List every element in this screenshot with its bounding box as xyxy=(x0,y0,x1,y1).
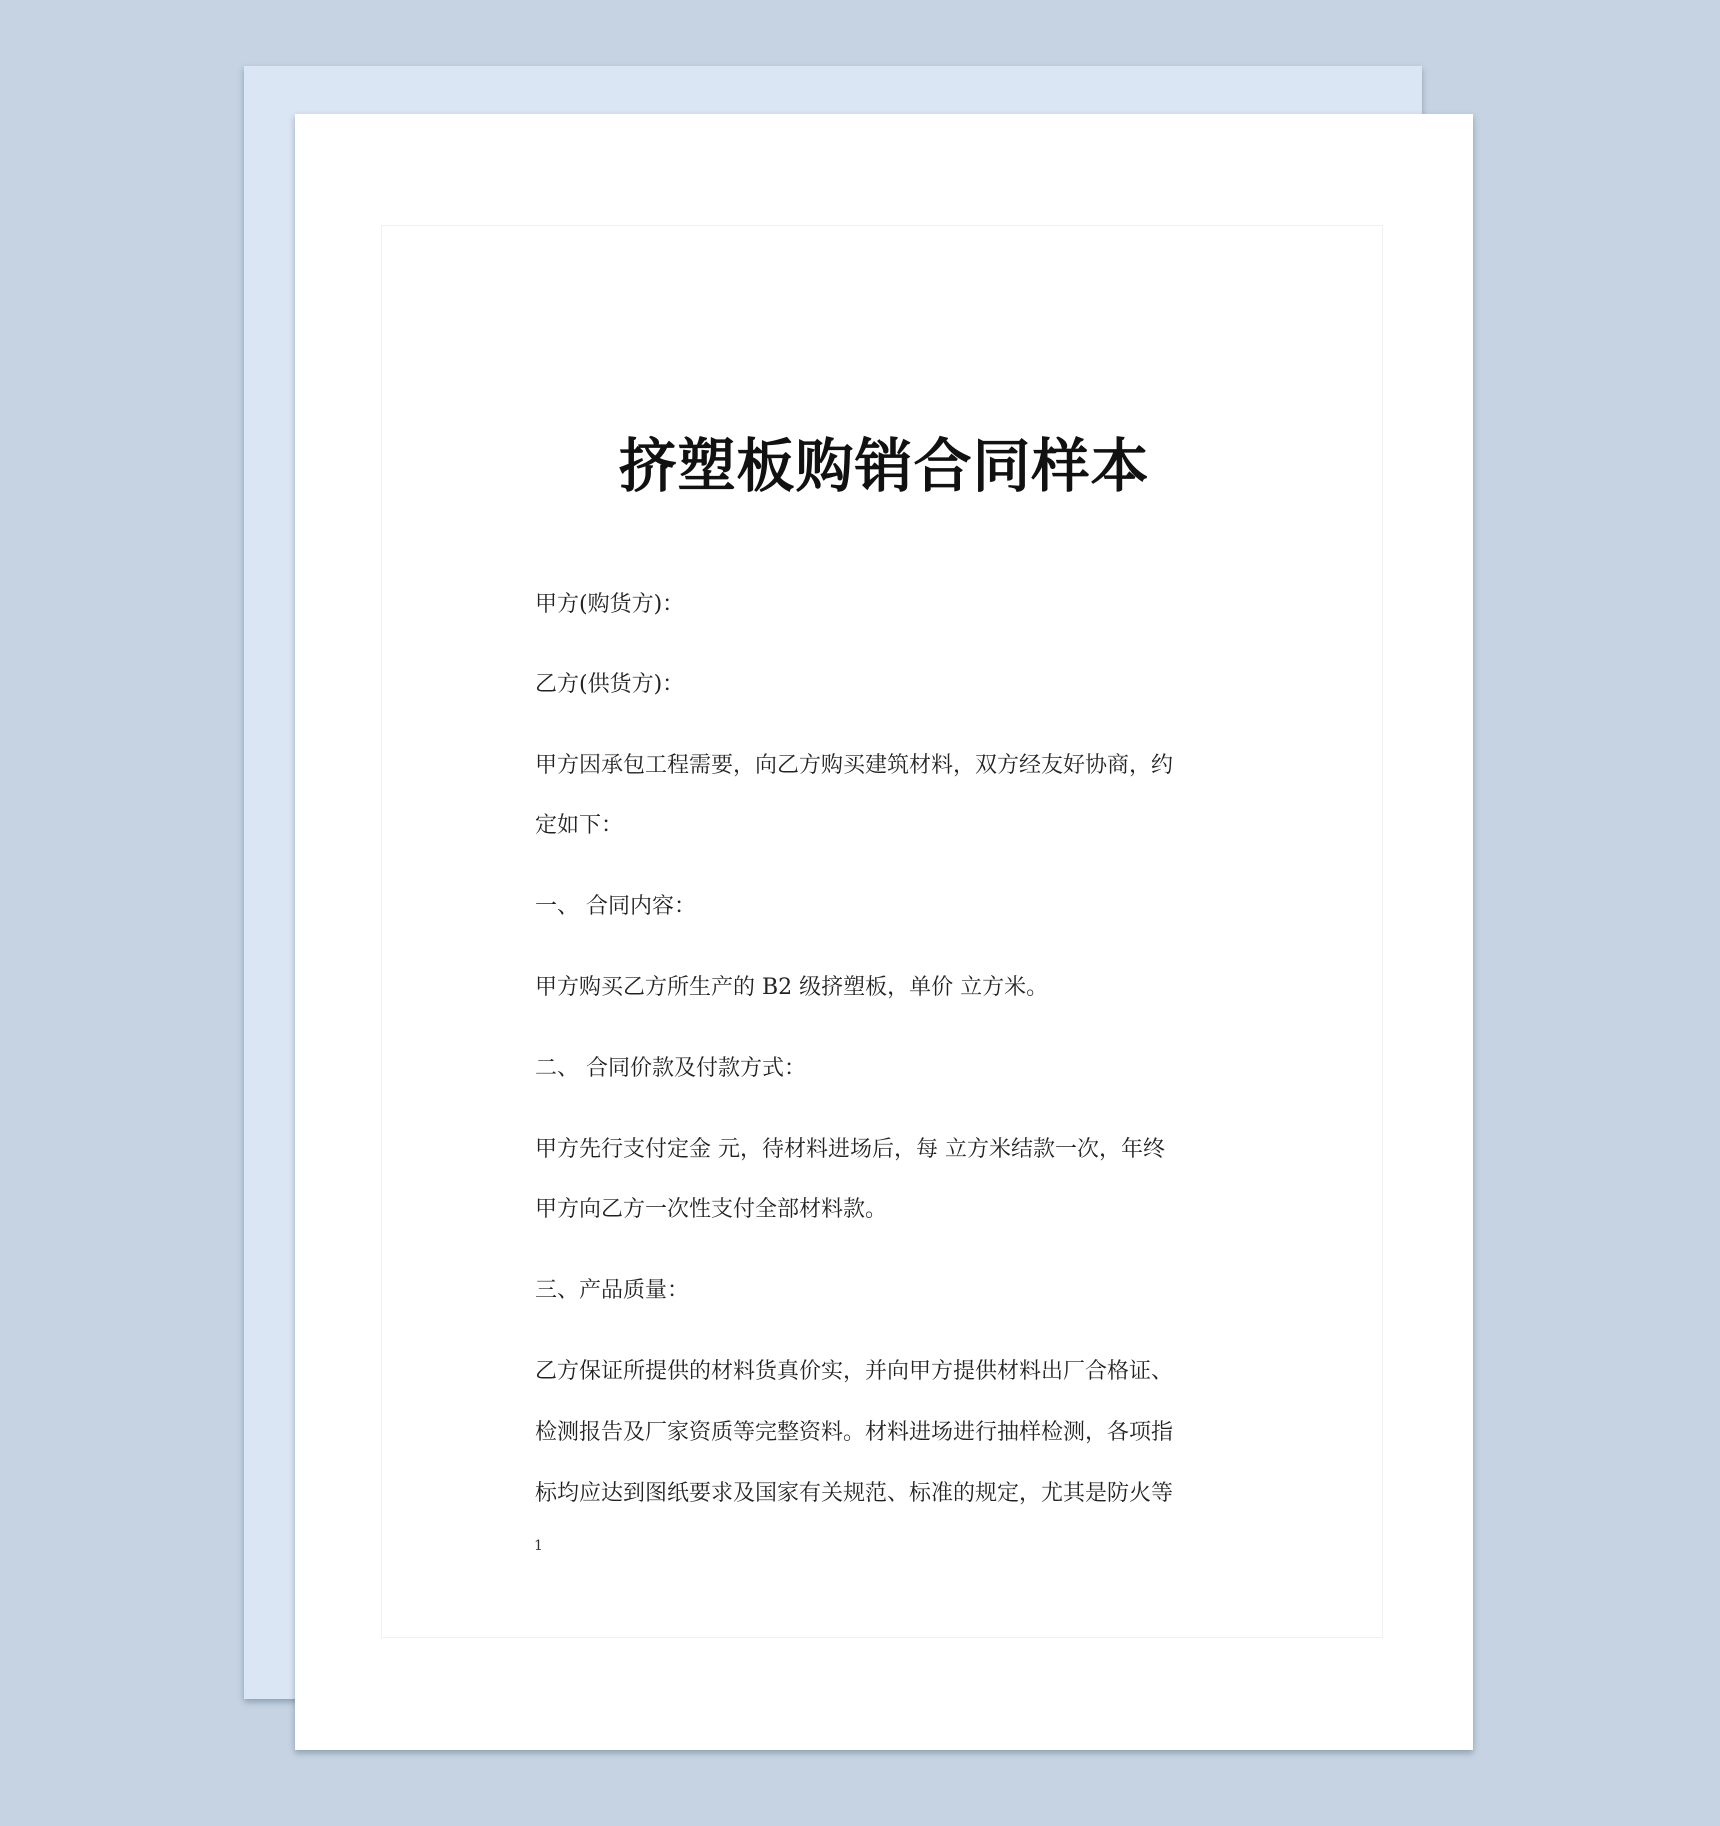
preamble-line-2: 定如下： xyxy=(535,813,624,838)
preamble-line-1: 甲方因承包工程需要，向乙方购买建筑材料，双方经友好协商，约 xyxy=(535,753,1174,778)
document-page xyxy=(295,114,1473,1750)
section-3-body-line-2: 检测报告及厂家资质等完整资料。材料进场进行抽样检测，各项指 xyxy=(535,1420,1174,1445)
section-3-body-line-1: 乙方保证所提供的材料货真价实，并向甲方提供材料出厂合格证、 xyxy=(535,1359,1174,1384)
page-number: 1 xyxy=(534,1538,543,1554)
party-a-line: 甲方(购货方)： xyxy=(535,592,685,617)
section-1-heading: 一、 合同内容： xyxy=(535,894,696,919)
section-3-body-line-3: 标均应达到图纸要求及国家有关规范、标准的规定，尤其是防火等 xyxy=(535,1481,1174,1506)
section-3-heading: 三、产品质量： xyxy=(535,1278,690,1303)
section-2-heading: 二、 合同价款及付款方式： xyxy=(535,1056,806,1081)
document-title: 挤塑板购销合同样本 xyxy=(618,432,1150,500)
section-2-body-line-2: 甲方向乙方一次性支付全部材料款。 xyxy=(535,1197,888,1222)
party-b-line: 乙方(供货方)： xyxy=(535,672,685,697)
section-2-body-line-1: 甲方先行支付定金 元，待材料进场后，每 立方米结款一次，年终 xyxy=(535,1137,1165,1162)
section-1-body: 甲方购买乙方所生产的 B2 级挤塑板，单价 立方米。 xyxy=(535,975,1049,1000)
